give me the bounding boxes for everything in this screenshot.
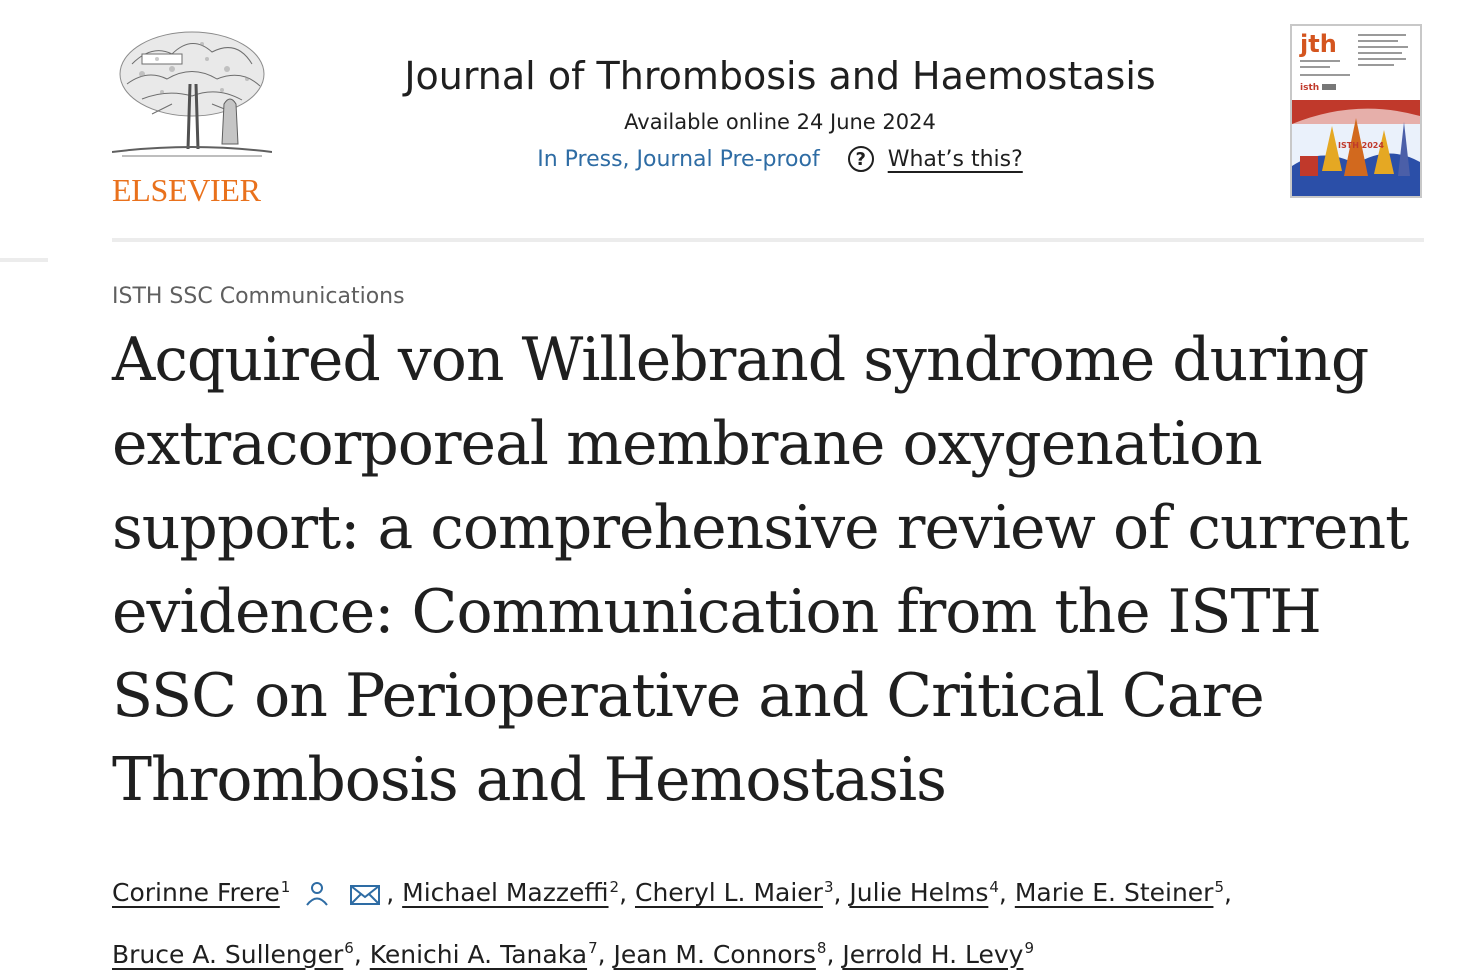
elsevier-wordmark: ELSEVIER [112, 172, 261, 208]
author-name[interactable]: Michael Mazzeffi [402, 878, 609, 908]
journal-masthead [300, 48, 1260, 172]
separator: , [386, 878, 395, 908]
author-julie-helms[interactable] [849, 878, 999, 907]
affiliation-marker[interactable]: 8 [816, 939, 827, 958]
affiliation-marker[interactable]: 1 [280, 878, 291, 896]
side-divider [0, 258, 48, 262]
author-name[interactable]: Kenichi A. Tanaka [369, 939, 588, 969]
person-icon[interactable] [304, 873, 330, 923]
journal-title[interactable]: Journal of Thrombosis and Haemostasis [404, 54, 1156, 98]
affiliation-marker[interactable]: 7 [588, 939, 598, 958]
article-title: Acquired von Willebrand syndrome during extracorporeal membrane oxygenation support: a comprehensive review of current evidence: Communication from the ISTH SSC on Perioperative and Critical Care Thrombosis and Hemostasis [112, 325, 1409, 815]
question-icon: ? [848, 146, 874, 172]
whats-this-button[interactable] [848, 146, 1023, 172]
author-name[interactable]: Julie Helms [849, 878, 989, 908]
separator: , [1224, 878, 1232, 908]
affiliation-marker[interactable]: 5 [1214, 878, 1224, 896]
separator: , [826, 939, 835, 969]
svg-text:isth: isth [1300, 83, 1320, 93]
cover-banner: ISTH 2024 [1338, 141, 1384, 150]
author-marie-steiner[interactable] [1015, 878, 1224, 907]
separator: , [619, 878, 628, 908]
cover-art-icon [1292, 26, 1420, 196]
author-bruce-sullenger[interactable] [112, 940, 354, 969]
elsevier-logo[interactable] [112, 24, 272, 208]
cover-logo: jth [1300, 30, 1337, 58]
affiliation-marker[interactable]: 6 [344, 939, 354, 958]
mail-icon[interactable] [350, 873, 380, 923]
in-press-link[interactable]: In Press, Journal Pre-proof [537, 146, 820, 172]
journal-cover-thumbnail[interactable] [1290, 24, 1422, 198]
tree-illustration-icon [112, 24, 272, 164]
article-type-label: ISTH SSC Communications [112, 284, 405, 309]
header-divider [112, 238, 1424, 242]
author-name[interactable]: Jerrold H. Levy [842, 939, 1024, 969]
affiliation-marker[interactable]: 9 [1024, 939, 1034, 958]
affiliation-marker[interactable]: 2 [609, 878, 620, 896]
author-name[interactable]: Cheryl L. Maier [634, 878, 823, 908]
author-name[interactable]: Jean M. Connors [613, 939, 816, 969]
publication-status [300, 146, 1260, 172]
author-michael-mazzeffi[interactable] [402, 878, 619, 907]
author-cheryl-maier[interactable] [635, 878, 834, 907]
author-jerrold-levy[interactable] [842, 940, 1034, 969]
affiliation-marker[interactable]: 3 [823, 878, 834, 896]
author-list [112, 862, 1432, 980]
available-online-date: Available online 24 June 2024 [624, 110, 936, 134]
whats-this-label: What’s this? [887, 146, 1023, 172]
author-name[interactable]: Marie E. Steiner [1014, 878, 1214, 908]
separator: , [998, 878, 1007, 908]
separator: , [597, 939, 606, 969]
separator: , [353, 939, 362, 969]
separator: , [833, 878, 842, 908]
author-name[interactable]: Corinne Frere [112, 878, 280, 908]
author-corinne-frere[interactable] [112, 878, 290, 907]
author-kenichi-tanaka[interactable] [370, 940, 598, 969]
author-jean-connors[interactable] [614, 940, 827, 969]
author-name[interactable]: Bruce A. Sullenger [112, 939, 344, 969]
affiliation-marker[interactable]: 4 [989, 878, 999, 896]
